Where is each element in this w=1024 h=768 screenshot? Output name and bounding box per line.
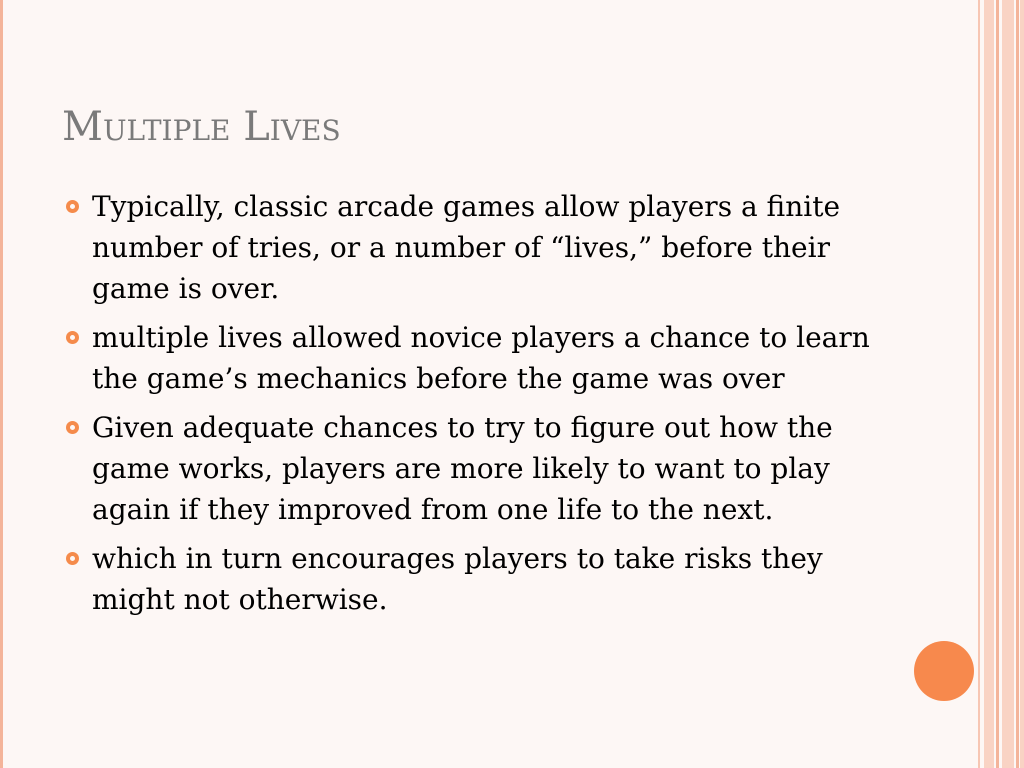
- right-stripe-decoration: [1020, 0, 1024, 768]
- bullet-text: Given adequate chances to try to figure out how the game works, players are more likely to want to play again if they improved from one life to the next.: [92, 411, 833, 526]
- bullet-text: Typically, classic arcade games allow players a finite number of tries, or a number of “lives,” before their game is over.: [92, 190, 841, 305]
- left-border-decoration: [0, 0, 3, 768]
- accent-circle-decoration: [914, 641, 974, 701]
- right-stripe-decoration: [978, 0, 980, 768]
- bullet-item: [62, 186, 882, 309]
- bullet-ring-icon: [66, 421, 79, 434]
- right-stripe-decoration: [1016, 0, 1019, 768]
- bullet-text: which in turn encourages players to take risks they might not otherwise.: [92, 542, 823, 616]
- right-stripe-decoration: [1002, 0, 1014, 768]
- bullet-text: multiple lives allowed novice players a chance to learn the game’s mechanics before the game was over: [92, 321, 870, 395]
- bullet-ring-icon: [66, 331, 79, 344]
- bullet-ring-icon: [66, 200, 79, 213]
- slide-title: Multiple Lives: [62, 104, 341, 150]
- bullet-item: [62, 538, 882, 620]
- bullet-item: [62, 317, 882, 399]
- bullet-ring-icon: [66, 552, 79, 565]
- right-stripe-decoration: [984, 0, 994, 768]
- bullet-item: [62, 407, 882, 530]
- right-stripe-decoration: [996, 0, 999, 768]
- bullet-list: [62, 186, 882, 628]
